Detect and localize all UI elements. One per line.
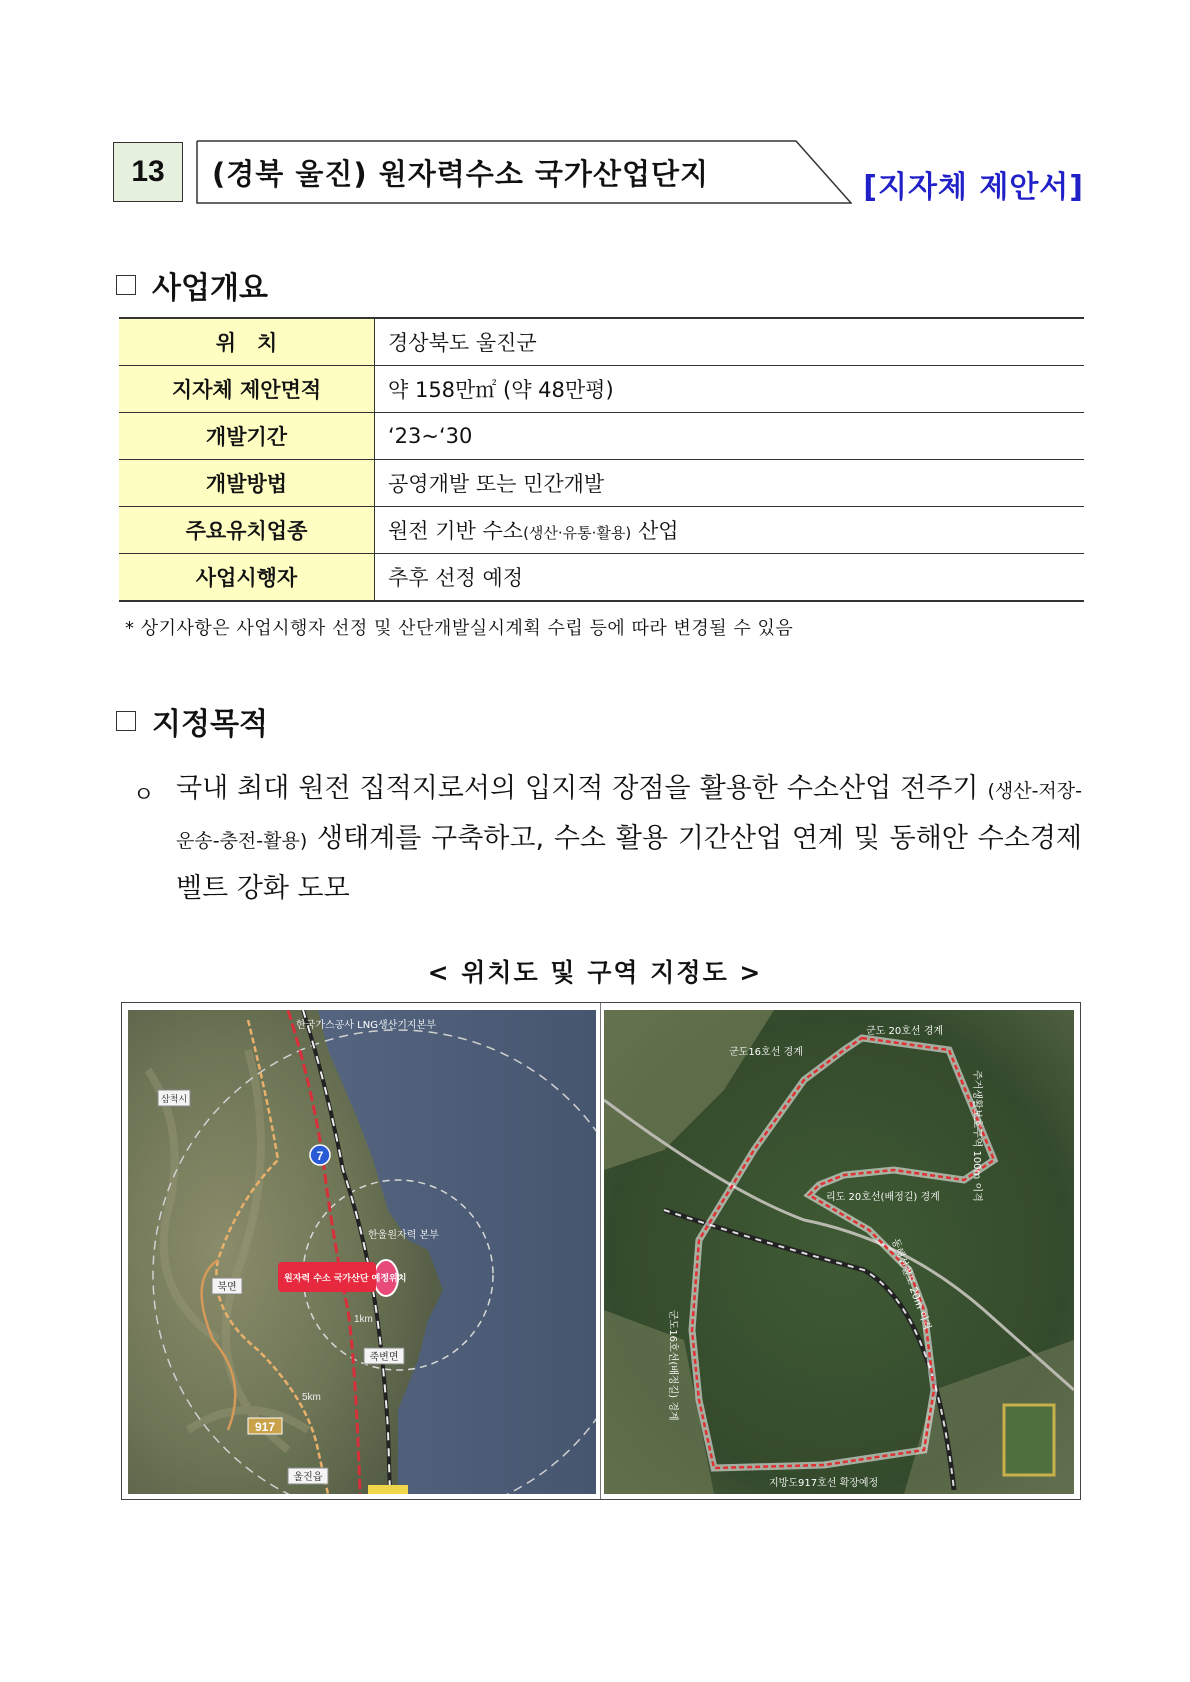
route-number: 7 (316, 1149, 324, 1163)
section-number-badge: 13 (113, 142, 183, 202)
road-number: 917 (254, 1420, 276, 1434)
label-jukbyeon: 죽변면 (369, 1352, 399, 1363)
row-value: 약 158만㎡ (약 48만평) (375, 366, 1085, 413)
para-sub-text: (생산-저장-운송-충전-활용) (176, 780, 1082, 852)
row-label: 개발기간 (119, 413, 375, 460)
row-value: 경상북도 울진군 (375, 318, 1085, 366)
row-label: 사업시행자 (119, 554, 375, 602)
label-top: 군도 20호선 경계 (866, 1026, 944, 1037)
section-heading-overview (116, 263, 268, 307)
table-row (119, 460, 1084, 507)
value-main: 원전 기반 수소 (388, 519, 524, 543)
sports-field (1004, 1405, 1054, 1475)
location-map (128, 1010, 596, 1494)
section-heading-purpose (116, 699, 268, 743)
row-value: 공영개발 또는 민간개발 (375, 460, 1085, 507)
table-row (119, 318, 1084, 366)
label-top-left: 군도16호선 경계 (729, 1047, 803, 1058)
purpose-paragraph (176, 765, 1082, 913)
label-hanul: 한울원자력 본부 (368, 1230, 439, 1241)
table-footnote: * 상기사항은 사업시행자 선정 및 산단개발실시계획 수립 등에 따라 변경될 수 있음 (125, 618, 794, 639)
label-left: 군도16호선(배정길) 경계 (667, 1310, 678, 1421)
table-row (119, 366, 1084, 413)
checkbox-square-icon (116, 275, 136, 295)
label-uljin: 울진읍 (293, 1472, 323, 1483)
row-value (375, 507, 1085, 554)
table-row (119, 554, 1084, 602)
row-value: 추후 선정 예정 (375, 554, 1085, 602)
table-row (119, 413, 1084, 460)
para-text: 생태계를 구축하고, 수소 활용 기간산업 연계 및 동해안 수소경제벨트 강화 도모 (176, 823, 1082, 904)
label-buk: 북면 (217, 1282, 237, 1293)
bullet-circle-icon: ㅇ (133, 783, 155, 808)
figure-caption: < 위치도 및 구역 지정도 > (427, 958, 763, 987)
row-label: 위 치 (119, 318, 375, 366)
table-row (119, 507, 1084, 554)
checkbox-square-icon (116, 711, 136, 731)
proposal-tag: [지자체 제안서] (863, 170, 1084, 205)
overview-table (119, 317, 1084, 602)
section-heading-text: 지정목적 (152, 707, 268, 742)
row-label: 개발방법 (119, 460, 375, 507)
label-bottom: 지방도917호선 확장예정 (769, 1478, 879, 1489)
row-label: 지자체 제안면적 (119, 366, 375, 413)
figure-divider (600, 1003, 601, 1499)
row-value: ‘23~‘30 (375, 413, 1085, 460)
value-end: 산업 (631, 519, 679, 543)
label-middle: 리도 20호선(배정길) 경계 (826, 1192, 940, 1203)
label-samcheok: 삼척시 (160, 1095, 188, 1105)
label-5km: 5km (302, 1392, 321, 1403)
label-right: 주거생활보호구역 100m 이격 (971, 1070, 982, 1202)
value-sub: (생산·유통·활용) (523, 524, 632, 542)
page-title: (경북 울진) 원자력수소 국가산업단지 (212, 157, 710, 191)
label-1km: 1km (354, 1314, 373, 1325)
zone-map (604, 1010, 1074, 1494)
label-lng: 한국가스공사 LNG생산기지본부 (296, 1020, 436, 1031)
para-text: 국내 최대 원전 집적지로서의 입지적 장점을 활용한 수소산업 전주기 (176, 773, 988, 804)
row-label: 주요유치업종 (119, 507, 375, 554)
section-heading-text: 사업개요 (152, 271, 268, 306)
label-rail: 동해선철도 20m 이격 (889, 1237, 933, 1332)
label-site: 원자력 수소 국가산단 예정위치 (284, 1274, 407, 1284)
